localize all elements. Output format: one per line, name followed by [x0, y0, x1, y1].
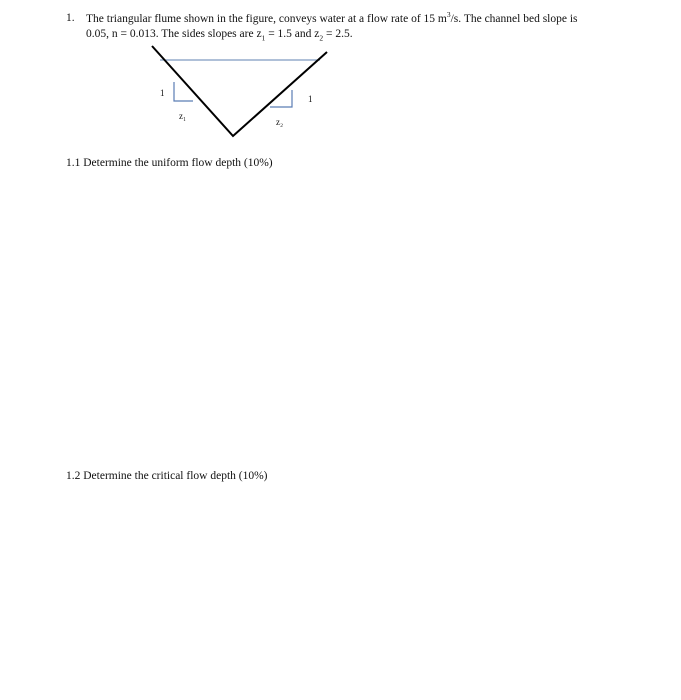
cubic-exponent: 3 [446, 10, 451, 20]
question-line1-end: /s. The channel bed slope is [450, 13, 578, 25]
question-line1-text: The triangular flume shown in the figure, conveys water at a flow rate of 15 m [86, 13, 447, 25]
question-line2-end: = 2.5. [323, 28, 353, 40]
subquestion-1-1: 1.1 Determine the uniform flow depth (10%) [66, 157, 273, 169]
z2-subscript: 2 [319, 33, 324, 43]
question-line2-mid: = 1.5 and z [265, 28, 320, 40]
right-vertical-label: 1 [308, 94, 313, 104]
question-line2-text: 0.05, n = 0.013. The sides slopes are z [86, 28, 262, 40]
left-slope-triangle [174, 82, 193, 101]
left-vertical-label: 1 [160, 88, 165, 98]
subquestion-1-2: 1.2 Determine the critical flow depth (10%) [66, 470, 268, 482]
triangular-flume-figure [0, 0, 681, 160]
z1-label: z₁ [179, 111, 187, 121]
z1-subscript: 1 [261, 33, 266, 43]
z2-label: z₂ [276, 117, 284, 127]
question-number: 1. [66, 12, 75, 24]
